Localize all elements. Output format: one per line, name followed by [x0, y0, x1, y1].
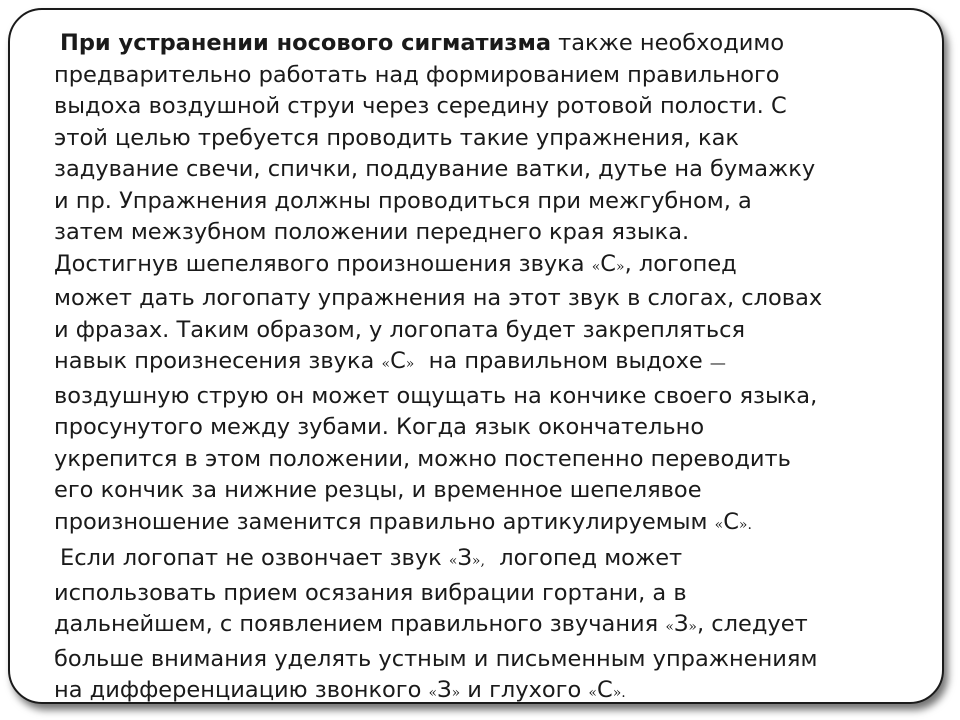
line: [54, 611, 808, 637]
line: просунутого между зубами. Когда язык окончательно: [54, 414, 705, 440]
quote-mark: «: [714, 516, 724, 533]
quote-mark: ».: [738, 516, 752, 533]
sound-letter: С: [600, 250, 617, 277]
line: предварительно работать над формированием правильного: [54, 61, 780, 88]
text-span: Если логопат не озвончает звук: [60, 545, 449, 571]
sound-letter: З: [457, 545, 472, 571]
line: и фразах. Таким образом, у логопата будет закрепляться: [54, 316, 746, 343]
line: [54, 677, 626, 703]
text-span: Достигнув шепелявого произношения звука: [54, 250, 592, 277]
dash: —: [709, 353, 726, 372]
quote-mark: »: [405, 356, 415, 372]
text-span: также необходимо: [551, 30, 785, 56]
line: [54, 509, 752, 535]
text-span: на правильном выдохе: [414, 348, 710, 374]
paragraph-voicing: [54, 543, 946, 710]
bold-lead: При устранении носового сигматизма: [60, 30, 552, 56]
line: и пр. Упражнения должны проводиться при межгубном, а: [54, 187, 752, 214]
quote-mark: «: [591, 258, 601, 275]
line: [54, 251, 737, 277]
text-span: , логопед: [624, 250, 737, 277]
quote-mark: »,: [471, 553, 485, 569]
quote-mark: «: [448, 553, 458, 569]
quote-mark: »: [688, 619, 697, 635]
text-span: логопед может: [484, 545, 683, 571]
line: [60, 545, 682, 571]
text-span: на дифференциацию звонкого: [54, 677, 429, 703]
text-span: и глухого: [460, 677, 589, 703]
line: использовать прием осязания вибрации гортани, а в: [54, 579, 687, 606]
quote-mark: «: [428, 685, 438, 701]
line: больше внимания уделять устным и письменным упражнениям: [54, 645, 818, 672]
line: может дать логопату упражнения на этот звук в слогах, словах: [54, 285, 823, 311]
sound-letter: С: [596, 677, 613, 703]
line: воздушную струю он может ощущать на кончике своего языка,: [54, 382, 818, 409]
quote-mark: «: [665, 619, 674, 635]
quote-mark: «: [381, 356, 391, 372]
sound-letter: З: [673, 611, 689, 637]
text-span: произношение заменится правильно артикулируемым: [54, 508, 715, 535]
line: задувание свечи, спички, поддувание ватки, дутье на бумажку: [54, 156, 816, 182]
line: [54, 348, 726, 374]
line: его кончик за нижние резцы, и временное шепелявое: [54, 477, 702, 503]
quote-mark: »: [451, 685, 461, 701]
slide-text: [54, 28, 946, 710]
text-span: , следует: [696, 611, 808, 637]
text-span: навык произнесения звука: [54, 348, 382, 374]
quote-mark: ».: [612, 685, 626, 701]
quote-mark: «: [588, 685, 597, 701]
line: укрепится в этом положении, можно постепенно переводить: [54, 445, 791, 472]
quote-mark: »: [616, 258, 625, 275]
text-span: дальнейшем, с появлением правильного звучания: [54, 611, 666, 637]
line: выдоха воздушной струи через середину ротовой полости. С: [54, 93, 787, 119]
paragraph-nasal-sigmatism: [54, 28, 946, 541]
sound-letter: З: [437, 677, 452, 703]
line: затем межзубном положении переднего края языка.: [54, 219, 690, 245]
sound-letter: С: [390, 348, 406, 374]
line: [60, 30, 784, 56]
sound-letter: С: [723, 508, 739, 535]
line: этой целью требуется проводить такие упражнения, как: [54, 124, 739, 151]
